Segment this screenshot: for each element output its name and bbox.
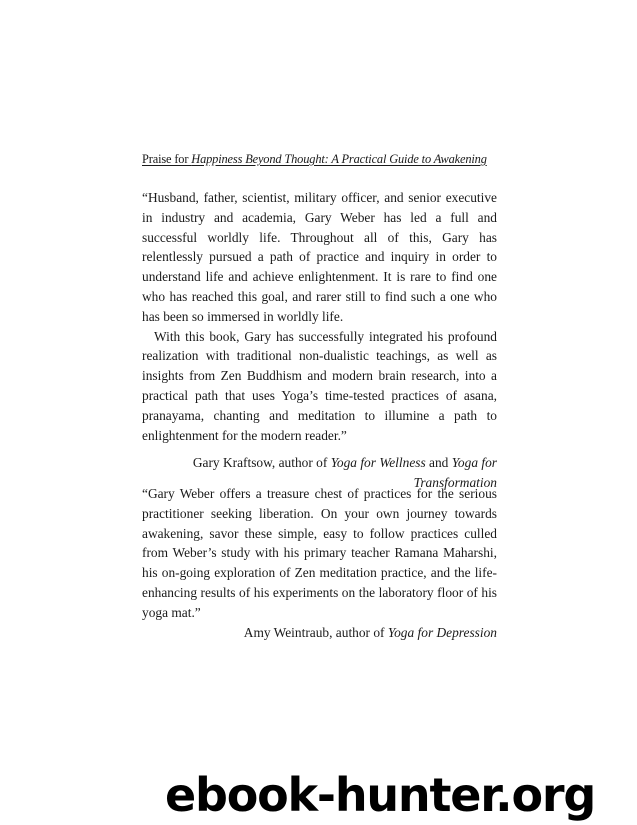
attribution-2-prefix: Amy Weintraub, author of [243,624,388,640]
praise-heading-book-title: Happiness Beyond Thought: A Practical Guide to Awakening [191,152,487,166]
praise-quote-1 [142,188,497,493]
quote-1-paragraph-2: With this book, Gary has successfully integrated his profound realization with traditional non-dualistic teachings, as well as insights from Zen Buddhism and modern brain research, into a practical path that uses Yoga’s time-tested practices of asana, pranayama, chanting and meditation to illumine a path to enlightenment for the modern reader.” [142,328,497,443]
attribution-1-conjunction: and [425,455,452,471]
attribution-2-book: Yoga for Depression [387,624,497,640]
quote-1-paragraph-1: “Husband, father, scientist, military officer, and senior executive in industry and academia, Gary Weber has led a full and successful worldly life. Throughout all of this, Gary has relentlessly pursued a path of practice and inquiry in order to understand life and achieve enlightenment. It is rare to find one who has reached this goal, and rarer still to find such a one who has been so immersed in worldly life. [142,190,497,324]
quote-2-attribution [142,623,497,643]
praise-quote-2 [142,484,497,642]
praise-heading [142,151,502,167]
praise-heading-prefix: Praise for [142,152,192,166]
quote-2-paragraph-1: “Gary Weber offers a treasure chest of practices for the serious practitioner seeking liberation. On your own journey towards awakening, savor these simple, easy to follow practices culled from Weber’s study with his primary teacher Ramana Maharshi, his on-going exploration of Zen meditation practice, and the life-enhancing results of his experiments on the laboratory floor of his yoga mat.” [142,486,497,620]
watermark-text: ebook-hunter.org [165,768,596,822]
attribution-1-book-2: Yoga for Transformation [413,455,497,491]
attribution-1-prefix: Gary Kraftsow, author of [192,455,331,471]
attribution-1-book-1: Yoga for Wellness [330,455,426,471]
